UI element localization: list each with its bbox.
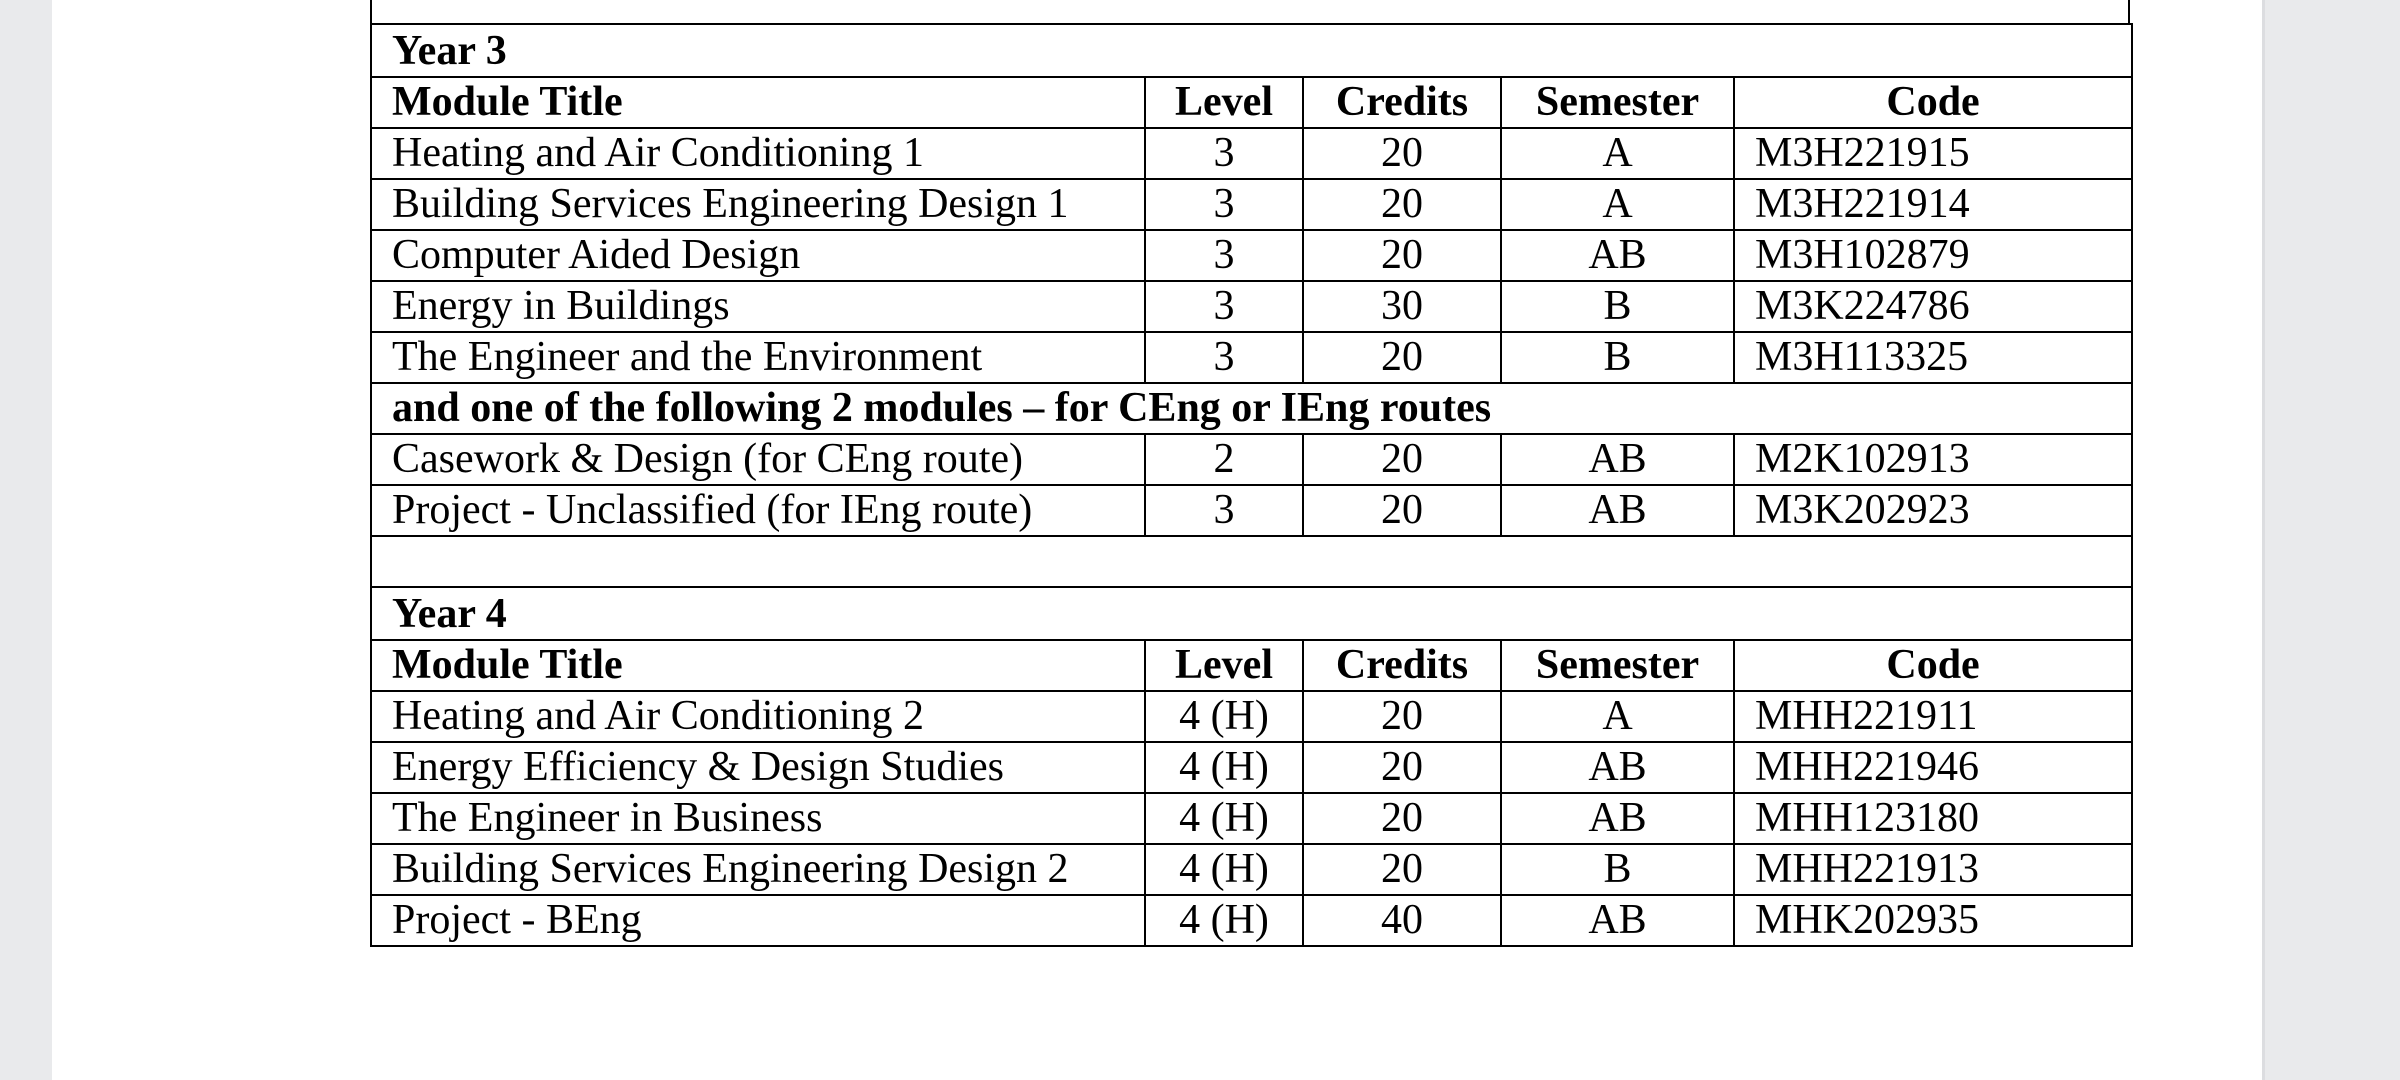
module-level: 3	[1145, 281, 1303, 332]
header-code: Code	[1734, 640, 2132, 691]
module-code: M3H113325	[1734, 332, 2132, 383]
module-title: Casework & Design (for CEng route)	[371, 434, 1145, 485]
module-semester: A	[1501, 691, 1734, 742]
module-credits: 20	[1303, 332, 1501, 383]
module-semester: AB	[1501, 895, 1734, 946]
module-credits: 20	[1303, 742, 1501, 793]
module-level: 3	[1145, 128, 1303, 179]
table-row	[371, 691, 2132, 742]
table-row	[371, 230, 2132, 281]
module-code: MHK202935	[1734, 895, 2132, 946]
module-credits: 20	[1303, 434, 1501, 485]
module-level: 4 (H)	[1145, 793, 1303, 844]
module-semester: B	[1501, 281, 1734, 332]
module-code: MHH221913	[1734, 844, 2132, 895]
module-semester: AB	[1501, 434, 1734, 485]
module-code: M3H221915	[1734, 128, 2132, 179]
header-module-title: Module Title	[371, 640, 1145, 691]
year-3-heading: Year 3	[371, 24, 2132, 77]
module-credits: 20	[1303, 844, 1501, 895]
module-level: 3	[1145, 230, 1303, 281]
module-code: M3H221914	[1734, 179, 2132, 230]
module-title: Building Services Engineering Design 1	[371, 179, 1145, 230]
module-title: Project - Unclassified (for IEng route)	[371, 485, 1145, 536]
module-title: The Engineer in Business	[371, 793, 1145, 844]
module-semester: A	[1501, 179, 1734, 230]
spacer-row	[371, 536, 2132, 587]
module-title: Project - BEng	[371, 895, 1145, 946]
module-semester: AB	[1501, 742, 1734, 793]
table-row	[371, 895, 2132, 946]
header-credits: Credits	[1303, 77, 1501, 128]
module-level: 4 (H)	[1145, 895, 1303, 946]
year-4-header-row	[371, 640, 2132, 691]
year-4-heading-row	[371, 587, 2132, 640]
module-title: Building Services Engineering Design 2	[371, 844, 1145, 895]
module-level: 3	[1145, 332, 1303, 383]
header-semester: Semester	[1501, 77, 1734, 128]
module-title: The Engineer and the Environment	[371, 332, 1145, 383]
module-level: 4 (H)	[1145, 844, 1303, 895]
module-code: MHH221911	[1734, 691, 2132, 742]
module-table	[370, 23, 2133, 947]
module-semester: B	[1501, 844, 1734, 895]
module-credits: 20	[1303, 230, 1501, 281]
module-code: MHH123180	[1734, 793, 2132, 844]
module-code: M3H102879	[1734, 230, 2132, 281]
header-level: Level	[1145, 77, 1303, 128]
table-row	[371, 332, 2132, 383]
spacer-cell	[371, 536, 2132, 587]
module-title: Heating and Air Conditioning 1	[371, 128, 1145, 179]
module-level: 4 (H)	[1145, 742, 1303, 793]
header-code: Code	[1734, 77, 2132, 128]
module-credits: 20	[1303, 485, 1501, 536]
module-credits: 20	[1303, 128, 1501, 179]
table-row	[371, 485, 2132, 536]
module-level: 3	[1145, 485, 1303, 536]
table-row	[371, 844, 2132, 895]
table-row	[371, 434, 2132, 485]
module-credits: 20	[1303, 179, 1501, 230]
module-level: 3	[1145, 179, 1303, 230]
module-semester: AB	[1501, 230, 1734, 281]
module-code: M2K102913	[1734, 434, 2132, 485]
module-code: M3K202923	[1734, 485, 2132, 536]
previous-table-edge	[370, 0, 2130, 24]
module-semester: A	[1501, 128, 1734, 179]
module-credits: 30	[1303, 281, 1501, 332]
table-row	[371, 793, 2132, 844]
table-row	[371, 281, 2132, 332]
option-note-row	[371, 383, 2132, 434]
module-credits: 20	[1303, 691, 1501, 742]
header-level: Level	[1145, 640, 1303, 691]
header-semester: Semester	[1501, 640, 1734, 691]
year-3-heading-row	[371, 24, 2132, 77]
module-code: MHH221946	[1734, 742, 2132, 793]
option-note: and one of the following 2 modules – for CEng or IEng routes	[371, 383, 2132, 434]
table-row	[371, 128, 2132, 179]
module-semester: AB	[1501, 485, 1734, 536]
year-4-heading: Year 4	[371, 587, 2132, 640]
table-row	[371, 179, 2132, 230]
module-credits: 40	[1303, 895, 1501, 946]
module-credits: 20	[1303, 793, 1501, 844]
header-credits: Credits	[1303, 640, 1501, 691]
year-3-header-row	[371, 77, 2132, 128]
module-level: 2	[1145, 434, 1303, 485]
table-row	[371, 742, 2132, 793]
module-title: Energy Efficiency & Design Studies	[371, 742, 1145, 793]
module-semester: B	[1501, 332, 1734, 383]
module-code: M3K224786	[1734, 281, 2132, 332]
header-module-title: Module Title	[371, 77, 1145, 128]
module-semester: AB	[1501, 793, 1734, 844]
module-level: 4 (H)	[1145, 691, 1303, 742]
module-title: Energy in Buildings	[371, 281, 1145, 332]
module-title: Computer Aided Design	[371, 230, 1145, 281]
page-edge	[2262, 0, 2265, 1080]
module-title: Heating and Air Conditioning 2	[371, 691, 1145, 742]
